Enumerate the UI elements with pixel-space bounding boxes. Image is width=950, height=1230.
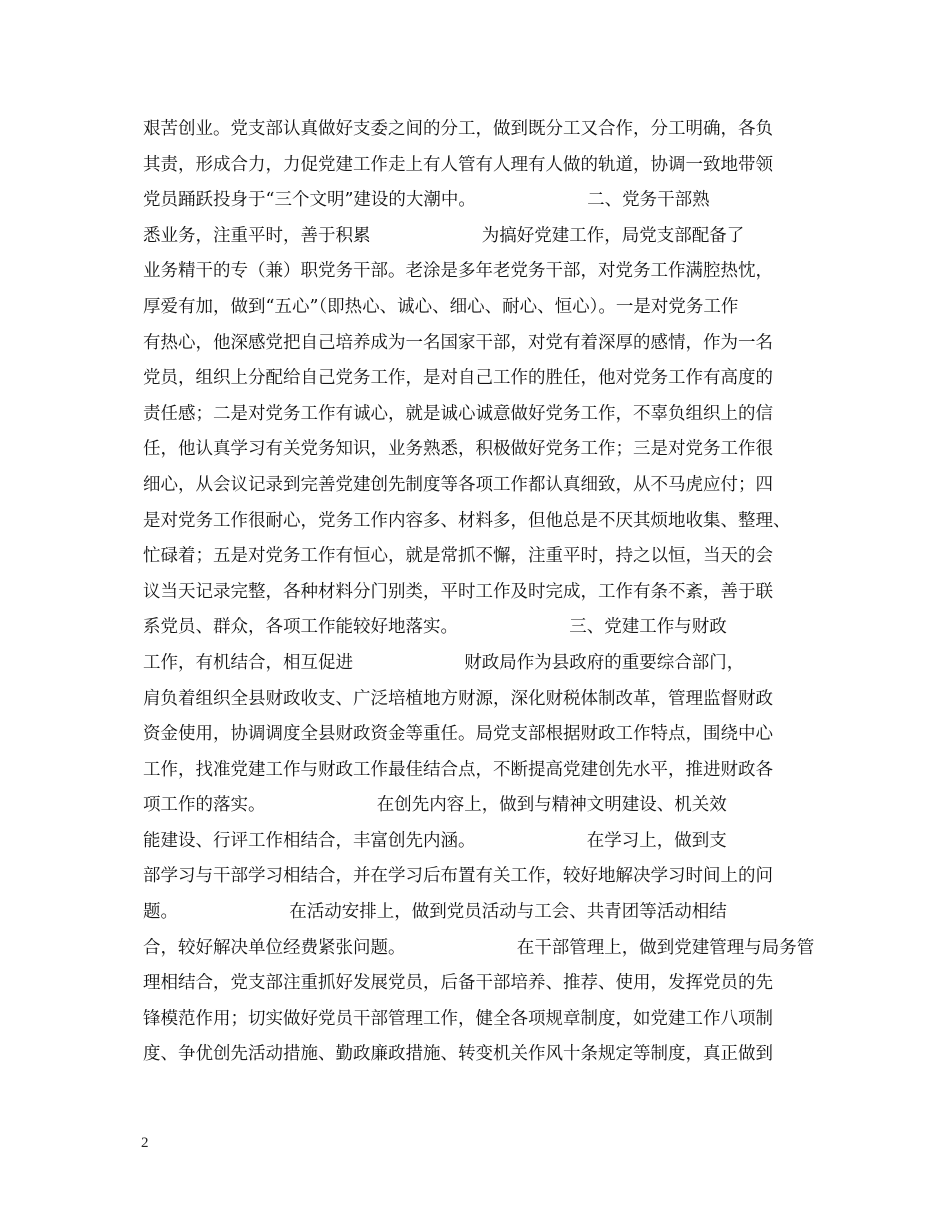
text-line: 任，他认真学习有关党务知识，业务熟悉，积极做好党务工作；三是对党务工作很	[143, 439, 773, 460]
text-line: 业务精干的专（兼）职党务干部。老涂是多年老党务干部，对党务工作满腔热忱，	[143, 261, 773, 282]
text-line: 度、争优创先活动措施、勤政廉政措施、转变机关作风十条规定等制度，真正做到	[143, 1044, 773, 1065]
text-line: 系党员、群众，各项工作能较好地落实。 三、党建工作与财政	[143, 617, 727, 638]
text-line: 肩负着组织全县财政收支、广泛培植地方财源，深化财税体制改革，管理监督财政	[143, 688, 773, 709]
text-line: 题。 在活动安排上，做到党员活动与工会、共青团等活动相结	[143, 902, 727, 923]
text-line: 细心，从会议记录到完善党建创先制度等各项工作都认真细致，从不马虎应付；四	[143, 474, 773, 495]
text-line: 厚爱有加，做到“五心”（即热心、诚心、细心、耐心、恒心）。一是对党务工作	[143, 296, 739, 317]
text-line: 项工作的落实。 在创先内容上，做到与精神文明建设、机关效	[143, 795, 727, 816]
text-line: 工作，有机结合，相互促进 财政局作为县政府的重要综合部门，	[143, 652, 745, 673]
text-line: 党员，组织上分配给自己党务工作，是对自己工作的胜任，他对党务工作有高度的	[143, 368, 773, 389]
text-line: 党员踊跃投身于“三个文明”建设的大潮中。 二、党务干部熟	[143, 190, 710, 211]
text-line: 忙碌着；五是对党务工作有恒心，就是常抓不懈，注重平时，持之以恒，当天的会	[143, 546, 773, 567]
text-line: 是对党务工作很耐心，党务工作内容多、材料多，但他总是不厌其烦地收集、整理、	[143, 510, 791, 531]
text-line: 其责，形成合力，力促党建工作走上有人管有人理有人做的轨道，协调一致地带领	[143, 154, 773, 175]
text-line: 艰苦创业。党支部认真做好支委之间的分工，做到既分工又合作，分工明确，各负	[143, 119, 773, 139]
body-text	[143, 112, 823, 1073]
text-line: 部学习与干部学习相结合，并在学习后布置有关工作，较好地解决学习时间上的问	[143, 866, 773, 887]
text-line: 能建设、行评工作相结合，丰富创先内涵。 在学习上，做到支	[143, 830, 727, 851]
text-line: 有热心，他深感党把自己培养成为一名国家干部，对党有着深厚的感情，作为一名	[143, 332, 773, 353]
text-line: 合，较好解决单位经费紧张问题。 在干部管理上，做到党建管理与局务管	[143, 937, 815, 958]
page-number: 2	[141, 1135, 149, 1151]
text-line: 议当天记录完整，各种材料分门别类，平时工作及时完成，工作有条不紊，善于联	[143, 581, 773, 602]
text-line: 悉业务，注重平时，善于积累 为搞好党建工作，局党支部配备了	[143, 225, 745, 246]
text-line: 理相结合，党支部注重抓好发展党员，后备干部培养、推荐、使用，发挥党员的先	[143, 973, 773, 994]
text-line: 工作，找准党建工作与财政工作最佳结合点，不断提高党建创先水平，推进财政各	[143, 759, 773, 780]
text-line: 责任感；二是对党务工作有诚心，就是诚心诚意做好党务工作，不辜负组织上的信	[143, 403, 773, 424]
text-line: 锋模范作用；切实做好党员干部管理工作，健全各项规章制度，如党建工作八项制	[143, 1008, 773, 1029]
text-line: 资金使用，协调调度全县财政资金等重任。局党支部根据财政工作特点，围绕中心	[143, 724, 773, 745]
